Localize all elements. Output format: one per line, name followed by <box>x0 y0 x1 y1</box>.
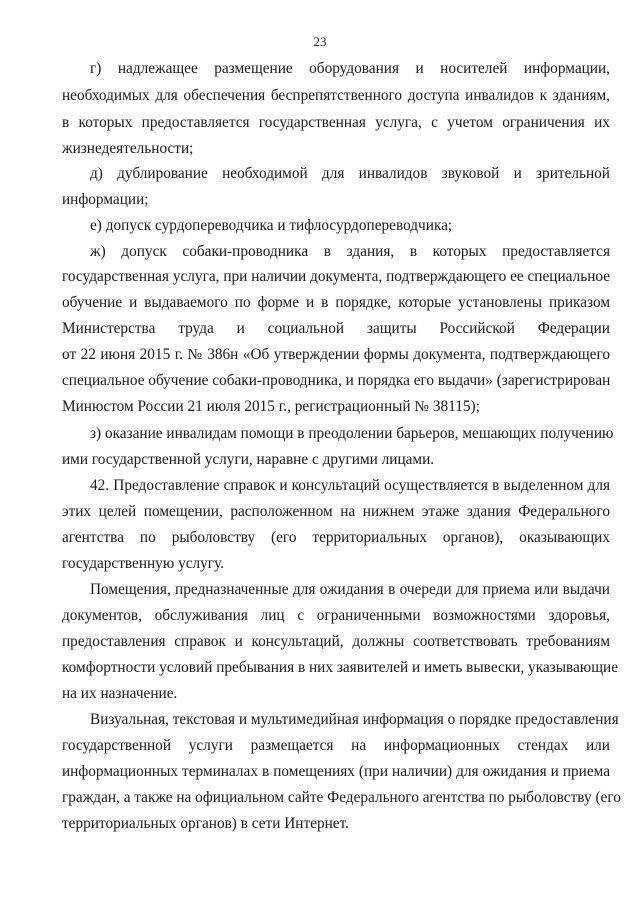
text-line: необходимых для обеспечения беспрепятственного доступа инвалидов к зданиям, <box>62 87 610 104</box>
text-line: Помещения, предназначенные для ожидания в очереди для приема или выдачи <box>90 581 610 598</box>
text-line: информации; <box>62 191 149 208</box>
text-line: территориальных органов) в сети Интернет. <box>62 815 349 832</box>
page-number: 23 <box>313 34 327 49</box>
text-line: жизнедеятельности; <box>62 140 194 157</box>
text-line: обучение и выдаваемого по форме и в порядке, которые установлены приказом <box>62 294 610 311</box>
text-line: от 22 июня 2015 г. № 386н «Об утверждении формы документа, подтверждающего <box>62 346 610 363</box>
text-line: государственной услуги размещается на информационных стендах или <box>62 737 610 754</box>
text-line: предоставления справок и консультаций, должны соответствовать требованиям <box>62 633 610 650</box>
text-line: граждан, а также на официальном сайте Федерального агентства по рыболовству (его <box>62 789 621 806</box>
text-line: Минюстом России 21 июля 2015 г., регистрационный № 38115); <box>62 398 480 415</box>
text-line: агентства по рыболовству (его территориальных органов), оказывающих <box>62 529 610 546</box>
text-line: комфортности условий пребывания в них заявителей и иметь вывески, указывающие <box>62 659 618 676</box>
text-line: ж) допуск собаки-проводника в здания, в которых предоставляется <box>90 243 610 260</box>
text-line: государственную услугу. <box>62 555 225 572</box>
text-line: документов, обслуживания лиц с ограниченными возможностями здоровья, <box>62 607 610 624</box>
text-line: этих целей помещении, расположенном на нижнем этаже здания Федерального <box>62 503 610 520</box>
text-line: з) оказание инвалидам помощи в преодолении барьеров, мешающих получению <box>90 425 614 442</box>
text-line: на их назначение. <box>62 685 178 702</box>
text-line: д) дублирование необходимой для инвалидов звуковой и зрительной <box>90 165 610 182</box>
text-line: е) допуск сурдопереводчика и тифлосурдопереводчика; <box>90 217 453 234</box>
text-line: Визуальная, текстовая и мультимедийная информация о порядке предоставления <box>90 711 619 728</box>
text-line: информационных терминалах в помещениях (при наличии) для ожидания и приема <box>62 763 610 780</box>
text-line: в которых предоставляется государственная услуга, с учетом ограничения их <box>62 114 610 131</box>
text-line: ими государственной услуги, наравне с другими лицами. <box>62 451 435 468</box>
text-line: г) надлежащее размещение оборудования и носителей информации, <box>90 60 610 77</box>
text-line: Министерства труда и социальной защиты Российской Федерации <box>62 320 610 337</box>
text-line: 42. Предоставление справок и консультаций осуществляется в выделенном для <box>90 477 610 494</box>
text-line: специальное обучение собаки-проводника, и порядка его выдачи» (зарегистрирован <box>62 372 611 389</box>
text-line: государственная услуга, при наличии документа, подтверждающего ее специальное <box>62 268 610 285</box>
